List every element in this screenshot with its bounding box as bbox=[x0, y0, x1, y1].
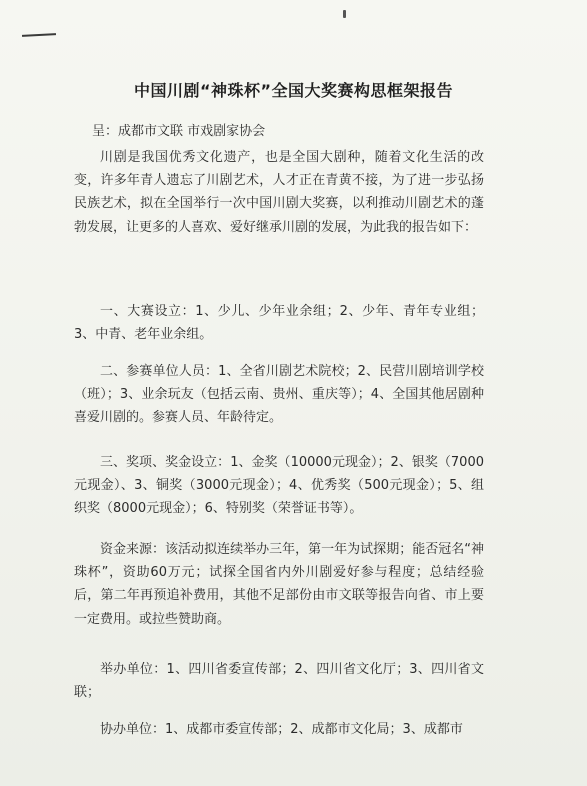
paragraph-participants: 二、参赛单位人员：1、全省川剧艺术院校；2、民营川剧培训学校（班）；3、业余玩友（包括云南、贵州、重庆等）；4、全国其他居剧种喜爱川剧的。参赛人员、年龄待定。 bbox=[74, 364, 484, 426]
paragraph-funding: 资金来源：该活动拟连续举办三年，第一年为试探期；能否冠名“神珠杯”，资助60万元；试探全国省内外川剧爱好参与程度；总结经验后，第二年再预追补费用，其他不足部份由市文联等报告向省、市上要一定费用。或拉些赞助商。 bbox=[74, 542, 484, 627]
recipient-line: 呈：成都市文联 市戏剧家协会 bbox=[92, 124, 266, 139]
paragraph-co-organizers: 协办单位：1、成都市委宣传部；2、成都市文化局；3、成都市 bbox=[100, 722, 463, 737]
paragraph-organizers: 举办单位：1、四川省委宣传部；2、四川省文化厅；3、四川省文联； bbox=[74, 662, 484, 701]
paragraph-competition-groups: 一、大赛设立：1、少儿、少年业余组；2、少年、青年专业组；3、中青、老年业余组。 bbox=[74, 304, 484, 343]
paragraph-intro: 川剧是我国优秀文化遗产，也是全国大剧种，随着文化生活的改变，许多年青人遗忘了川剧艺术，人才正在青黄不接，为了进一步弘扬民族艺术，拟在全国举行一次中国川剧大奖赛，以利推动川剧艺术的蓬勃发展，让更多的人喜欢、爱好继承川剧的发展，为此我的报告如下： bbox=[74, 150, 484, 235]
document-title: 中国川剧“神珠杯”全国大奖赛构思框架报告 bbox=[133, 81, 454, 100]
ink-dot-mark bbox=[343, 10, 346, 18]
pen-stroke-mark bbox=[22, 33, 56, 37]
paragraph-awards: 三、奖项、奖金设立：1、金奖（10000元现金）；2、银奖（7000元现金）、3、铜奖（3000元现金）；4、优秀奖（500元现金）；5、组织奖（8000元现金）；6、特别奖（荣誉证书等）。 bbox=[74, 455, 484, 517]
